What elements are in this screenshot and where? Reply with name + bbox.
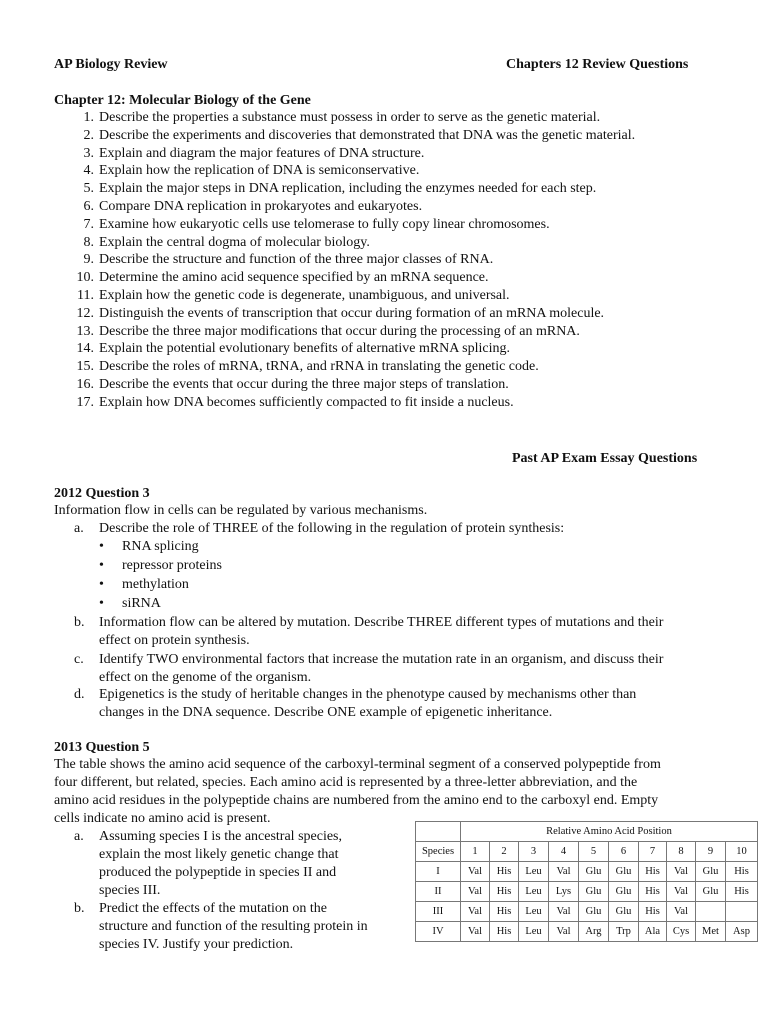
- bullet-text: siRNA: [122, 596, 161, 611]
- position-header: 5: [579, 842, 609, 862]
- part-text-line: Predict the effects of the mutation on the: [99, 901, 327, 916]
- objective-item: [54, 198, 635, 216]
- objective-number: 10.: [76, 270, 94, 286]
- part-text-line: structure and function of the resulting protein in: [99, 919, 368, 934]
- objective-text: Describe the roles of mRNA, tRNA, and rRNA in translating the genetic code.: [99, 359, 539, 375]
- amino-acid-cell: His: [639, 862, 667, 882]
- amino-acid-cell: Trp: [609, 922, 639, 942]
- q2012-title: 2012 Question 3: [54, 486, 150, 501]
- amino-acid-cell: Val: [461, 922, 490, 942]
- amino-acid-cell: His: [726, 882, 758, 902]
- bullet-item: [99, 538, 222, 557]
- amino-acid-cell: His: [490, 882, 519, 902]
- objective-text: Explain how the genetic code is degenerate, unambiguous, and universal.: [99, 287, 510, 303]
- q2013-intro: [54, 756, 714, 828]
- position-header: 8: [667, 842, 696, 862]
- amino-acid-cell: Leu: [519, 902, 549, 922]
- species-cell: II: [416, 882, 461, 902]
- position-header: 9: [696, 842, 726, 862]
- amino-acid-cell: Glu: [579, 882, 609, 902]
- amino-acid-cell: Glu: [609, 902, 639, 922]
- objective-number: 3.: [83, 145, 94, 161]
- objective-number: 2.: [83, 127, 94, 143]
- objective-number: 4.: [83, 163, 94, 179]
- species-cell: III: [416, 902, 461, 922]
- amino-acid-cell: [696, 902, 726, 922]
- amino-acid-cell: His: [639, 882, 667, 902]
- intro-line: cells indicate no amino acid is present.: [54, 811, 271, 826]
- amino-acid-cell: Met: [696, 922, 726, 942]
- objective-number: 7.: [83, 216, 94, 232]
- bullet-item: [99, 576, 222, 595]
- part-text-line: species III.: [99, 883, 161, 898]
- table-row: [416, 902, 758, 922]
- objective-item: [54, 216, 635, 234]
- table-row: [416, 862, 758, 882]
- position-header: 4: [549, 842, 579, 862]
- amino-acid-cell: Asp: [726, 922, 758, 942]
- q2012-part-c: [54, 651, 724, 687]
- part-label: a.: [74, 829, 84, 844]
- bullet-icon: •: [99, 558, 104, 573]
- amino-acid-cell: Val: [461, 862, 490, 882]
- objective-item: [54, 269, 635, 287]
- part-text-line: Assuming species I is the ancestral species,: [99, 829, 342, 844]
- objective-item: [54, 394, 635, 412]
- chapter-title: Chapter 12: Molecular Biology of the Gene: [54, 93, 311, 108]
- objective-text: Explain the major steps in DNA replication, including the enzymes needed for each step.: [99, 181, 597, 197]
- objective-number: 13.: [76, 323, 94, 339]
- objective-number: 16.: [76, 376, 94, 392]
- bullet-text: methylation: [122, 577, 189, 592]
- objective-text: Describe the events that occur during the three major steps of translation.: [99, 376, 509, 392]
- species-cell: IV: [416, 922, 461, 942]
- objective-number: 8.: [83, 234, 94, 250]
- bullet-text: RNA splicing: [122, 539, 199, 554]
- objective-text: Explain how the replication of DNA is semiconservative.: [99, 163, 420, 179]
- table-corner: [416, 822, 461, 842]
- objective-number: 5.: [83, 181, 94, 197]
- position-header: 3: [519, 842, 549, 862]
- q2012-part-a: [54, 520, 724, 538]
- part-label: a.: [74, 521, 84, 536]
- objective-item: [54, 251, 635, 269]
- position-header: 10: [726, 842, 758, 862]
- objective-item: [54, 305, 635, 323]
- amino-acid-cell: Glu: [696, 882, 726, 902]
- objective-text: Explain and diagram the major features of DNA structure.: [99, 145, 425, 161]
- position-header: 1: [461, 842, 490, 862]
- amino-acid-cell: Val: [549, 862, 579, 882]
- course-title: AP Biology Review: [54, 57, 168, 72]
- objective-number: 12.: [76, 305, 94, 321]
- amino-acid-cell: Glu: [579, 902, 609, 922]
- position-header: 6: [609, 842, 639, 862]
- species-cell: I: [416, 862, 461, 882]
- objective-item: [54, 180, 635, 198]
- objective-number: 14.: [76, 341, 94, 357]
- q2013-title: 2013 Question 5: [54, 740, 150, 755]
- objective-text: Explain the central dogma of molecular biology.: [99, 234, 370, 250]
- amino-acid-cell: His: [726, 862, 758, 882]
- bullet-icon: •: [99, 539, 104, 554]
- part-text-line: species IV. Justify your prediction.: [99, 937, 294, 952]
- bullet-icon: •: [99, 577, 104, 592]
- amino-acid-cell: His: [490, 862, 519, 882]
- objective-text: Describe the three major modifications that occur during the processing of an mRNA.: [99, 323, 580, 339]
- objective-item: [54, 358, 635, 376]
- bullet-item: [99, 595, 222, 614]
- part-text-line: explain the most likely genetic change that: [99, 847, 339, 862]
- table-caption: Relative Amino Acid Position: [461, 822, 758, 842]
- amino-acid-cell: His: [639, 902, 667, 922]
- part-label: c.: [74, 652, 84, 667]
- amino-acid-cell: Leu: [519, 862, 549, 882]
- objective-item: [54, 376, 635, 394]
- amino-acid-cell: Glu: [609, 882, 639, 902]
- amino-acid-cell: Lys: [549, 882, 579, 902]
- amino-acid-cell: Arg: [579, 922, 609, 942]
- q2012-intro: Information flow in cells can be regulated by various mechanisms.: [54, 503, 428, 518]
- review-title: Chapters 12 Review Questions: [506, 57, 689, 72]
- objective-text: Explain the potential evolutionary benefits of alternative mRNA splicing.: [99, 341, 510, 357]
- q2013-part-a: [54, 828, 404, 900]
- amino-acid-cell: Glu: [579, 862, 609, 882]
- amino-acid-cell: His: [490, 902, 519, 922]
- part-text-line: Identify TWO environmental factors that increase the mutation rate in an organism, and discuss their: [99, 652, 664, 667]
- objectives-list: [54, 109, 635, 412]
- objective-item: [54, 287, 635, 305]
- objective-number: 17.: [76, 394, 94, 410]
- amino-acid-cell: Val: [549, 902, 579, 922]
- amino-acid-cell: Val: [549, 922, 579, 942]
- q2012-part-d: [54, 686, 724, 722]
- mechanism-bullets: [99, 538, 222, 614]
- objective-number: 15.: [76, 359, 94, 375]
- objective-number: 6.: [83, 198, 94, 214]
- objective-text: Describe the properties a substance must possess in order to serve as the genetic material.: [99, 110, 601, 125]
- bullet-icon: •: [99, 596, 104, 611]
- table-row: [416, 922, 758, 942]
- objective-item: [54, 127, 635, 145]
- objective-item: [54, 234, 635, 252]
- amino-acid-table: [415, 821, 758, 942]
- objective-item: [54, 162, 635, 180]
- intro-line: four different, but related, species. Each amino acid is represented by a three-letter abbreviation, and the: [54, 775, 638, 790]
- species-header: Species: [416, 842, 461, 862]
- part-text-line: Epigenetics is the study of heritable changes in the phenotype caused by mechanisms other than: [99, 687, 637, 702]
- amino-acid-cell: Cys: [667, 922, 696, 942]
- amino-acid-cell: Val: [667, 902, 696, 922]
- objective-text: Determine the amino acid sequence specified by an mRNA sequence.: [99, 270, 489, 286]
- objective-text: Compare DNA replication in prokaryotes and eukaryotes.: [99, 198, 423, 214]
- bullet-text: repressor proteins: [122, 558, 222, 573]
- objective-number: 9.: [83, 252, 94, 268]
- bullet-item: [99, 557, 222, 576]
- part-text-line: produced the polypeptide in species II and: [99, 865, 337, 880]
- part-text-line: effect on the genome of the organism.: [99, 669, 312, 685]
- objective-item: [54, 340, 635, 358]
- objective-item: [54, 109, 635, 127]
- amino-acid-cell: Val: [667, 862, 696, 882]
- position-header: 7: [639, 842, 667, 862]
- objective-text: Describe the structure and function of the three major classes of RNA.: [99, 252, 494, 268]
- objective-text: Explain how DNA becomes sufficiently compacted to fit inside a nucleus.: [99, 394, 514, 410]
- intro-line: amino acid residues in the polypeptide chains are numbered from the amino end to the carboxyl end. Empty: [54, 793, 659, 808]
- objective-text: Examine how eukaryotic cells use telomerase to fully copy linear chromosomes.: [99, 216, 550, 232]
- objective-item: [54, 145, 635, 163]
- q2012-part-b: [54, 614, 724, 650]
- objective-text: Distinguish the events of transcription that occur during formation of an mRNA molecule.: [99, 305, 605, 321]
- position-header: 2: [490, 842, 519, 862]
- q2013-part-b: [54, 900, 404, 954]
- objective-text: Describe the experiments and discoveries that demonstrated that DNA was the genetic material.: [99, 127, 636, 143]
- part-label: b.: [74, 615, 85, 630]
- objective-number: 1.: [83, 110, 94, 125]
- part-text: Describe the role of THREE of the following in the regulation of protein synthesis:: [99, 521, 565, 536]
- amino-acid-cell: Ala: [639, 922, 667, 942]
- part-text-line: changes in the DNA sequence. Describe ONE example of epigenetic inheritance.: [99, 704, 553, 720]
- amino-acid-cell: Val: [461, 882, 490, 902]
- part-label: d.: [74, 687, 85, 702]
- amino-acid-cell: Val: [667, 882, 696, 902]
- amino-acid-cell: Glu: [696, 862, 726, 882]
- part-text-line: effect on protein synthesis.: [99, 632, 250, 648]
- amino-acid-cell: Val: [461, 902, 490, 922]
- amino-acid-cell: [726, 902, 758, 922]
- table-row: [416, 882, 758, 902]
- intro-line: The table shows the amino acid sequence of the carboxyl-terminal segment of a conserved polypeptide from: [54, 757, 661, 772]
- part-text-line: Information flow can be altered by mutation. Describe THREE different types of mutations and their: [99, 615, 664, 630]
- amino-acid-cell: Leu: [519, 922, 549, 942]
- amino-acid-cell: Glu: [609, 862, 639, 882]
- objective-number: 11.: [77, 287, 94, 303]
- past-exam-heading: Past AP Exam Essay Questions: [512, 451, 698, 466]
- amino-acid-cell: His: [490, 922, 519, 942]
- part-label: b.: [74, 901, 85, 916]
- objective-item: [54, 323, 635, 341]
- amino-acid-cell: Leu: [519, 882, 549, 902]
